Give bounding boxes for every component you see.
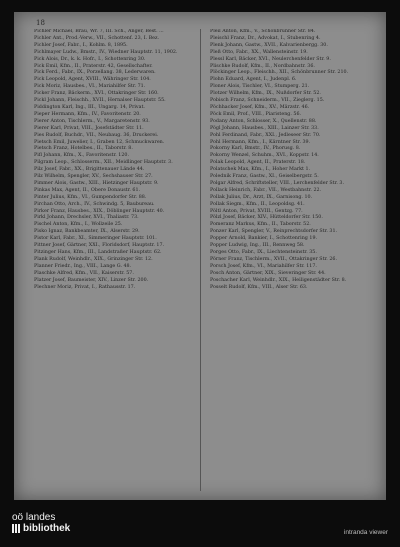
directory-entry: Posch Anton, Gärtner, XIX., Sieveringer Str. 44. — [210, 270, 326, 276]
directory-entry: Podany Anton, Schlosser, X., Quellenstr. 88. — [210, 118, 317, 124]
directory-entry: Pollack Heinrich, Fabr., VII., Westbahnstr. 22. — [210, 187, 322, 193]
directory-entry: Pifl Johann, Kfm., X., Favoritenstr. 120. — [34, 153, 129, 159]
directory-entry: Pichler Josef, Fabr., I., Kohlm. 8, 1895. — [34, 42, 128, 48]
directory-entry: Pollak Julius, Dr., Arzt, IX., Garnisong. 10. — [210, 194, 313, 200]
viewer-label[interactable]: intranda viewer — [343, 529, 388, 536]
directory-entry: Polednik Franz, Gastw., XI., Geiselbergstr. 5. — [210, 174, 319, 180]
directory-entry: Pöck Emil, Prof., VIII., Piaristeng. 56. — [210, 111, 302, 117]
directory-entry: Platzer Josef, Baumeister, XIV., Linzer Str. 200. — [34, 277, 149, 283]
logo-line-1: oö landes — [12, 512, 56, 523]
scanned-page — [14, 12, 386, 500]
directory-entry: Pleischl Franz, Dr., Advokat, I., Stubenring 4. — [210, 35, 321, 41]
directory-entry: Porges Otto, Fabr., IX., Liechtensteinstr. 35. — [210, 250, 317, 255]
directory-entry: Pirkl Johann, Drechsler, XVI., Thaliastr. 73. — [34, 215, 139, 221]
logo-line-2-wrapper — [12, 523, 70, 534]
directory-entry: Pohl Hermann, Kfm., I., Kärntner Str. 39. — [210, 139, 311, 145]
directory-entry: Pimmer Alois, Gastw., XIII., Hietzinger Hauptstr. 9. — [34, 180, 159, 186]
directory-entry: Pinkas Max, Agent, II., Obere Donaustr. 61. — [34, 187, 141, 193]
directory-entry: Pomeranz Markus, Kfm., II., Taborstr. 52. — [210, 222, 311, 228]
directory-entry: Pischel Anton, Kfm., I., Wollzeile 25. — [34, 222, 123, 228]
directory-entry: Porsch Josef, Kfm., VI., Mariahilfer Str. 117. — [210, 263, 317, 269]
directory-entry: Poschacher Karl, Weinhdlr., XIX., Heiligenstädter Str. 8. — [210, 277, 347, 283]
directory-entry: Pichler Ant., Prod.-Verw., VII., Schottenf. 23, I. Bez. — [34, 35, 160, 41]
library-logo[interactable] — [12, 512, 70, 534]
left-column — [34, 29, 196, 491]
page-number: 18 — [36, 19, 45, 27]
directory-entry: Pollak Siegm., Kfm., II., Leopoldsg. 41. — [210, 201, 305, 207]
directory-entry: Pick Ferd., Fabr., IX., Porzellang. 38, Lederwaren. — [34, 70, 156, 76]
directory-entry: Pietsch Franz, Hotelbes., II., Taborstr. 8. — [34, 146, 133, 152]
directory-entry: Pichlmayer Ludw., Bmstr., IV., Wiedner Hauptstr. 11, 1902. — [34, 49, 178, 55]
directory-entry: Pitzinger Hans, Kfm., III., Landstraßer Hauptstr. 62. — [34, 250, 162, 255]
directory-entry: Polak Leopold, Agent, II., Praterstr. 18. — [210, 160, 306, 166]
directory-entry: Pöltl Anton, Privat, XVIII., Gentzg. 77. — [210, 208, 303, 214]
viewer-footer — [0, 511, 400, 547]
directory-entry: Pietsch Emil, Juwelier, I., Graben 12, Schmuckwaren. — [34, 139, 165, 145]
directory-entry: Plechner Moriz, Privat, I., Rathausstr. 17. — [34, 284, 136, 290]
directory-entry: Pisko Ignaz, Bankbeamter, IX., Alserstr. 29. — [34, 229, 140, 235]
directory-entry: Popper Ludwig, Ing., III., Rennweg 58. — [210, 243, 305, 249]
directory-entry: Pick Alois, Dr., k. k. Hofr., I., Schottenring 30. — [34, 56, 146, 62]
directory-entry: Pirker Franz, Hausbes., XIX., Döblinger Hauptstr. 40. — [34, 208, 165, 214]
directory-entry: Pohl Ferdinand, Fabr., XXI., Jedleseer Str. 70. — [210, 132, 321, 138]
directory-entry: Pirchan Otto, Arch., IV., Schwindg. 5, Baubureau. — [34, 201, 155, 207]
directory-entry: Pierer Anton, Tischlerm., V., Margaretenstr. 93. — [34, 118, 150, 124]
directory-entry: Ponzer Karl, Spengler, V., Reinprechtsdorfer Str. 31. — [210, 229, 338, 235]
directory-entry: Pichler Michael, Bräu, Wr. 7, III. Sch., Anger, Best. ... — [34, 29, 164, 34]
directory-entry: Plöckinger Leop., Fleischh., XII., Schönbrunner Str. 210. — [210, 70, 349, 76]
directory-entry: Pierer Karl, Privat, VIII., Josefstädter Str. 11. — [34, 125, 144, 131]
directory-entry: Plaschke Alfred, Kfm., VII., Kaiserstr. 57. — [34, 270, 134, 276]
directory-entry: Plessl Karl, Bäcker, XVI., Neulerchenfelder Str. 9. — [210, 56, 331, 62]
directory-entry: Posselt Rudolf, Kfm., VIII., Alser Str. 63. — [210, 284, 308, 290]
directory-entry: Planner Friedr., Ing., VIII., Lange G. 48. — [34, 263, 132, 269]
directory-entry: Polgar Alfred, Schriftsteller, VIII., Lerchenfelder Str. 3. — [210, 180, 344, 186]
directory-entry: Pinter Julius, Kfm., VI., Gumpendorfer Str. 88. — [34, 194, 147, 200]
logo-line-2: bibliothek — [23, 523, 71, 534]
directory-entry: Pleil Anton, Kfm., V., Schönbrunner Str. 84. — [210, 29, 316, 34]
directory-entry: Pölzl Josef, Bäcker, XIV., Hütteldorfer Str. 150. — [210, 215, 323, 221]
directory-entry: Plank Rudolf, Weinhdlr., XIX., Grinzinger Str. 12. — [34, 256, 153, 262]
directory-entry: Plotzer Wilhelm, Kfm., IX., Nußdorfer Str. 52. — [210, 91, 321, 97]
directory-entry: Pögl Johann, Hausbes., XIII., Lainzer Str. 33. — [210, 125, 319, 131]
directory-entry: Pies Rudolf, Buchdr., VII., Neubaug. 36, Druckerei. — [34, 132, 159, 138]
directory-entry: Popper Arnold, Bankier, I., Schottenring 19. — [210, 236, 318, 242]
directory-entry: Ploner Alois, Tischler, VI., Stumperg. 21. — [210, 84, 310, 90]
directory-entry: Pickl Johann, Fleischh., XVII., Hernalser Hauptstr. 55. — [34, 98, 166, 104]
directory-entry: Plohn Eduard, Agent, I., Judenpl. 6. — [210, 77, 297, 83]
directory-entry: Pöchhacker Josef, Kfm., XV., Märzstr. 46. — [210, 104, 310, 110]
logo-mark-icon — [12, 524, 20, 533]
directory-entry: Picker Franz, Bäckerm., XVI., Ottakringer Str. 160. — [34, 91, 159, 97]
directory-entry: Pilz Wilhelm, Spengler, XV., Sechshauser Str. 27. — [34, 174, 153, 180]
directory-entry: Pörner Franz, Tischlerm., XVII., Ottakringer Str. 26. — [210, 256, 337, 262]
column-divider — [200, 29, 201, 491]
directory-entry: Plenk Johann, Gastw., XVII., Kalvarienbergg. 30. — [210, 42, 328, 48]
directory-entry: Pilz Josef, Fabr., XX., Brigittenauer Lände 44. — [34, 167, 145, 173]
directory-entry: Pokorny Karl, Bmstr., IV., Phorusg. 8. — [210, 146, 301, 152]
directory-entry: Plischke Rudolf, Kfm., II., Nordbahnstr. 36. — [210, 63, 315, 69]
directory-entry: Pokorny Wenzel, Schuhm., XVI., Koppstr. 14. — [210, 153, 319, 159]
right-column — [210, 29, 372, 491]
directory-entry: Pilgram Leop., Schlosserm., XII., Meidlinger Hauptstr. 3. — [34, 160, 173, 166]
directory-entry: Pleß Otto, Fabr., XX., Wallensteinstr. 19. — [210, 49, 308, 55]
directory-entry: Piddington Karl, Ing., III., Ungarg. 14, Privat. — [34, 104, 145, 110]
directory-entry: Pistor Karl, Fabr., XI., Simmeringer Hauptstr. 101. — [34, 236, 157, 242]
directory-entry: Pick Leopold, Agent, XVIII., Währinger Str. 104. — [34, 77, 151, 83]
directory-entry: Pobisch Franz, Schneiderm., VII., Zieglerg. 15. — [210, 98, 325, 104]
directory-entry: Pittner Josef, Gärtner, XXI., Floridsdorf, Hauptstr. 17. — [34, 243, 165, 249]
directory-entry: Pieper Hermann, Kfm., IV., Favoritenstr. 20. — [34, 111, 141, 117]
directory-entry: Pick Emil, Kfm., II., Praterstr. 42, Gesellschafter. — [34, 63, 153, 69]
directory-entry: Polatschek Max, Kfm., I., Hoher Markt 1. — [210, 167, 311, 173]
directory-entry: Pick Moriz, Hausbes., VI., Mariahilfer Str. 71. — [34, 84, 146, 90]
